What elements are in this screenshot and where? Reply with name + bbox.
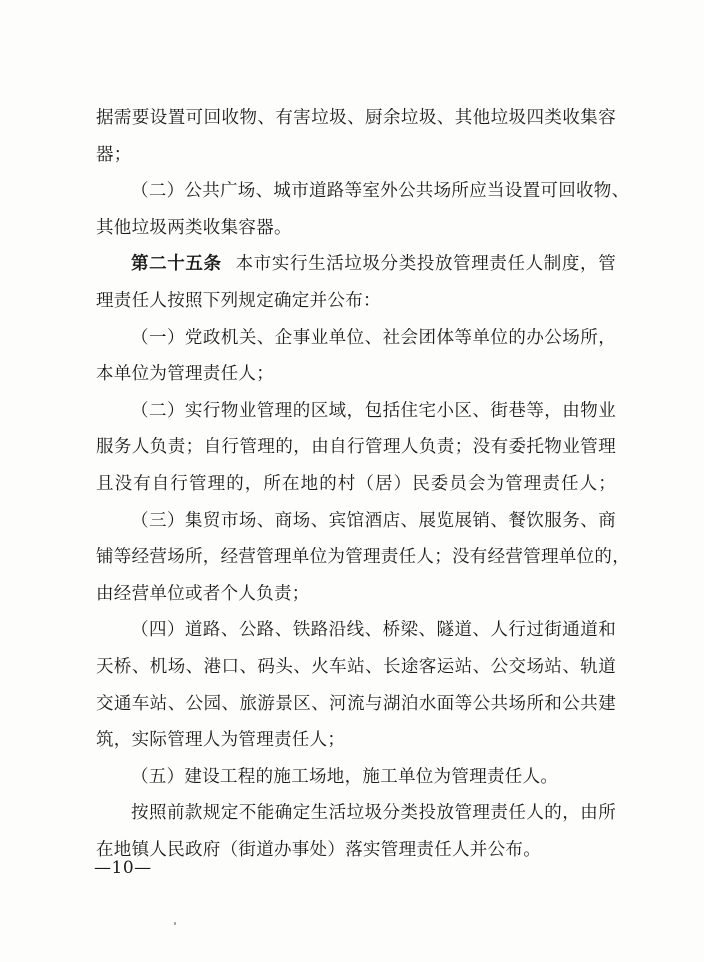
text-line: （五）建设工程的施工场地，施工单位为管理责任人。 xyxy=(131,766,559,787)
text-line: 理责任人按照下列规定确定并公布： xyxy=(96,290,381,311)
text-line: 筑，实际管理人为管理责任人； xyxy=(96,730,346,751)
text-line: 铺等经营场所，经营管理单位为管理责任人；没有经营管理单位的， xyxy=(96,547,630,568)
text-line: 按照前款规定不能确定生活垃圾分类投放管理责任人的，由所 xyxy=(131,803,616,824)
text-line: 由经营单位或者个人负责； xyxy=(96,583,310,604)
text-line: 器； xyxy=(96,144,132,165)
text-line: 本单位为管理责任人； xyxy=(96,364,274,385)
text-line: 在地镇人民政府（街道办事处）落实管理责任人并公布。 xyxy=(96,839,541,860)
text-line: （二）公共广场、城市道路等室外公共场所应当设置可回收物、 xyxy=(131,181,630,202)
article-25-line xyxy=(96,246,616,283)
text-line: 其他垃圾两类收集容器。 xyxy=(96,217,292,238)
text-line: 交通车站、公园、旅游景区、河流与湖泊水面等公共场所和公共建 xyxy=(96,693,616,714)
text-line: （四）道路、公路、铁路沿线、桥梁、隧道、人行过街通道和 xyxy=(131,620,616,641)
body-text xyxy=(96,100,630,868)
text-line: 且没有自行管理的，所在地的村（居）民委员会为管理责任人； xyxy=(96,473,616,494)
text-line: 本市实行生活垃圾分类投放管理责任人制度，管 xyxy=(235,254,616,275)
text-line: （二）实行物业管理的区域，包括住宅小区、街巷等，由物业 xyxy=(131,400,616,421)
article-heading: 第二十五条 xyxy=(131,254,222,275)
text-line: 服务人负责；自行管理的，由自行管理人负责；没有委托物业管理 xyxy=(96,437,616,458)
scan-speck xyxy=(174,922,176,925)
text-line: 天桥、机场、港口、码头、火车站、长途客运站、公交场站、轨道 xyxy=(96,656,616,677)
text-line: （一）党政机关、企事业单位、社会团体等单位的办公场所， xyxy=(131,327,616,348)
text-line: 据需要设置可回收物、有害垃圾、厨余垃圾、其他垃圾四类收集容 xyxy=(96,108,616,128)
page-number: —10— xyxy=(94,858,152,878)
text-line: （三）集贸市场、商场、宾馆酒店、展览展销、餐饮服务、商 xyxy=(131,510,616,531)
